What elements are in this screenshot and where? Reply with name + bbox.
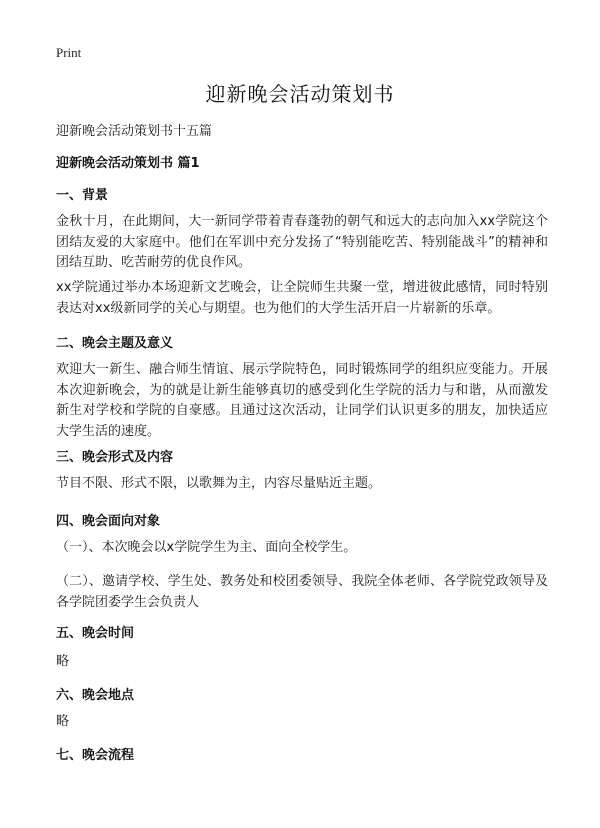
section-heading-time: 五、晚会时间 xyxy=(56,626,135,641)
time-value: 略 xyxy=(56,654,70,669)
background-paragraph-2: xx学院通过举办本场迎新文艺晚会，让全院师生共聚一堂，增进彼此感情，同时特别表达对xx级新同学的关心与期望。也为他们的大学生活开启一片崭新的乐章。 xyxy=(56,280,548,316)
section-heading-theme: 二、晚会主题及意义 xyxy=(56,336,174,351)
chapter-heading: 迎新晚会活动策划书 篇1 xyxy=(56,156,200,171)
section-heading-process: 七、晚会流程 xyxy=(56,748,135,763)
document-subtitle: 迎新晚会活动策划书十五篇 xyxy=(56,124,213,139)
form-paragraph: 节目不限、形式不限，以歌舞为主，内容尽量贴近主题。 xyxy=(56,476,382,491)
background-paragraph-1: 金秋十月，在此期间，大一新同学带着青春蓬勃的朝气和远大的志向加入xx学院这个团结友爱的大家庭中。他们在军训中充分发扬了“特别能吃苦、特别能战斗”的精神和团结互助、吃苦耐劳的优良作风。 xyxy=(56,214,548,270)
section-heading-audience: 四、晚会面向对象 xyxy=(56,514,161,529)
print-label[interactable]: Print xyxy=(56,45,82,60)
location-value: 略 xyxy=(56,714,70,729)
section-heading-background: 一、背景 xyxy=(56,188,109,203)
section-heading-location: 六、晚会地点 xyxy=(56,688,135,703)
audience-item-2: （二）、邀请学校、学生处、教务处和校团委领导、我院全体老师、各学院党政领导及各学院团委学生会负责人 xyxy=(56,574,548,610)
audience-item-1: （一）、本次晚会以x学院学生为主、面向全校学生。 xyxy=(56,540,357,555)
theme-paragraph: 欢迎大一新生、融合师生情谊、展示学院特色，同时锻炼同学的组织应变能力。开展本次迎新晚会，为的就是让新生能够真切的感受到化生学院的活力与和谐，从而激发新生对学校和学院的自豪感。且通过这次活动，让同学们认识更多的朋友，加快适应大学生活的速度。 xyxy=(56,362,548,439)
document-title: 迎新晚会活动策划书 xyxy=(205,82,395,106)
section-heading-form: 三、晚会形式及内容 xyxy=(56,450,174,465)
